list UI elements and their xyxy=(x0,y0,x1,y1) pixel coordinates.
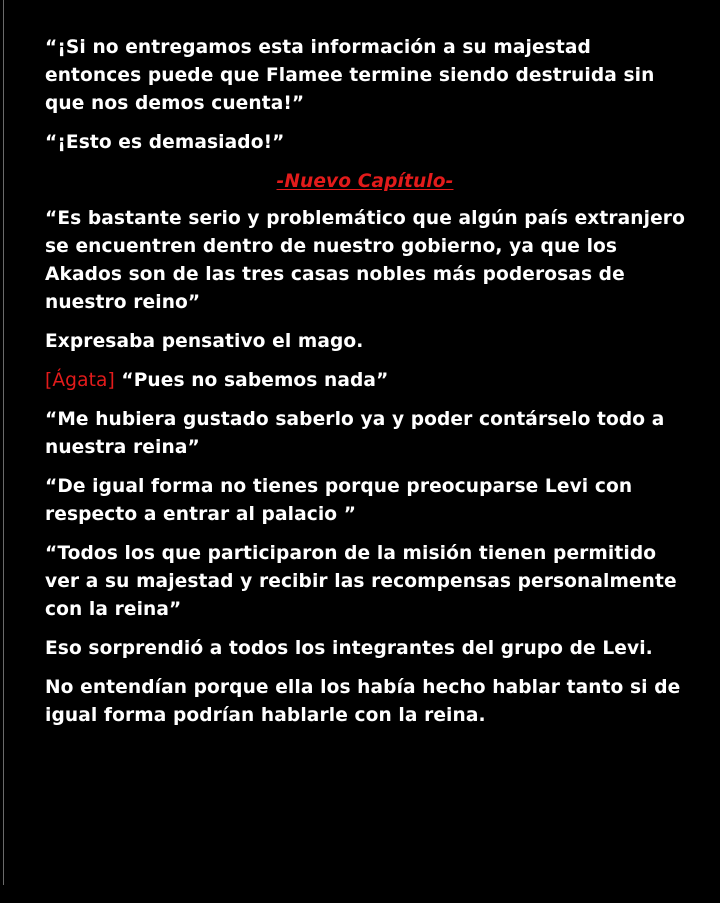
dialogue-paragraph: “¡Si no entregamos esta información a su majestad entonces puede que Flamee termine siendo destruida sin que nos demos cuenta!” xyxy=(45,37,655,114)
dialogue-paragraph: “¡Esto es demasiado!” xyxy=(45,132,285,153)
dialogue-text: “Pues no sabemos nada” xyxy=(114,370,389,391)
narration-paragraph: No entendían porque ella los había hecho hablar tanto si de igual forma podrían hablarle con la reina. xyxy=(45,677,681,726)
dialogue-paragraph: “Todos los que participaron de la misión tienen permitido ver a su majestad y recibir las recompensas personalmente con la reina” xyxy=(45,543,677,620)
narration-paragraph: Expresaba pensativo el mago. xyxy=(45,331,364,352)
dialogue-paragraph-with-speaker xyxy=(45,367,685,395)
speaker-tag: [Ágata] xyxy=(45,370,115,391)
story-text xyxy=(45,34,685,741)
page-left-border xyxy=(3,0,4,885)
narration-paragraph: Eso sorprendió a todos los integrantes del grupo de Levi. xyxy=(45,638,653,659)
dialogue-paragraph: “De igual forma no tienes porque preocuparse Levi con respecto a entrar al palacio ” xyxy=(45,476,633,525)
chapter-heading: -Nuevo Capítulo- xyxy=(276,171,454,192)
dialogue-paragraph: “Es bastante serio y problemático que algún país extranjero se encuentren dentro de nuestro gobierno, ya que los Akados son de las tres casas nobles más poderosas de nuestro reino” xyxy=(45,208,685,313)
dialogue-paragraph: “Me hubiera gustado saberlo ya y poder contárselo todo a nuestra reina” xyxy=(45,409,665,458)
